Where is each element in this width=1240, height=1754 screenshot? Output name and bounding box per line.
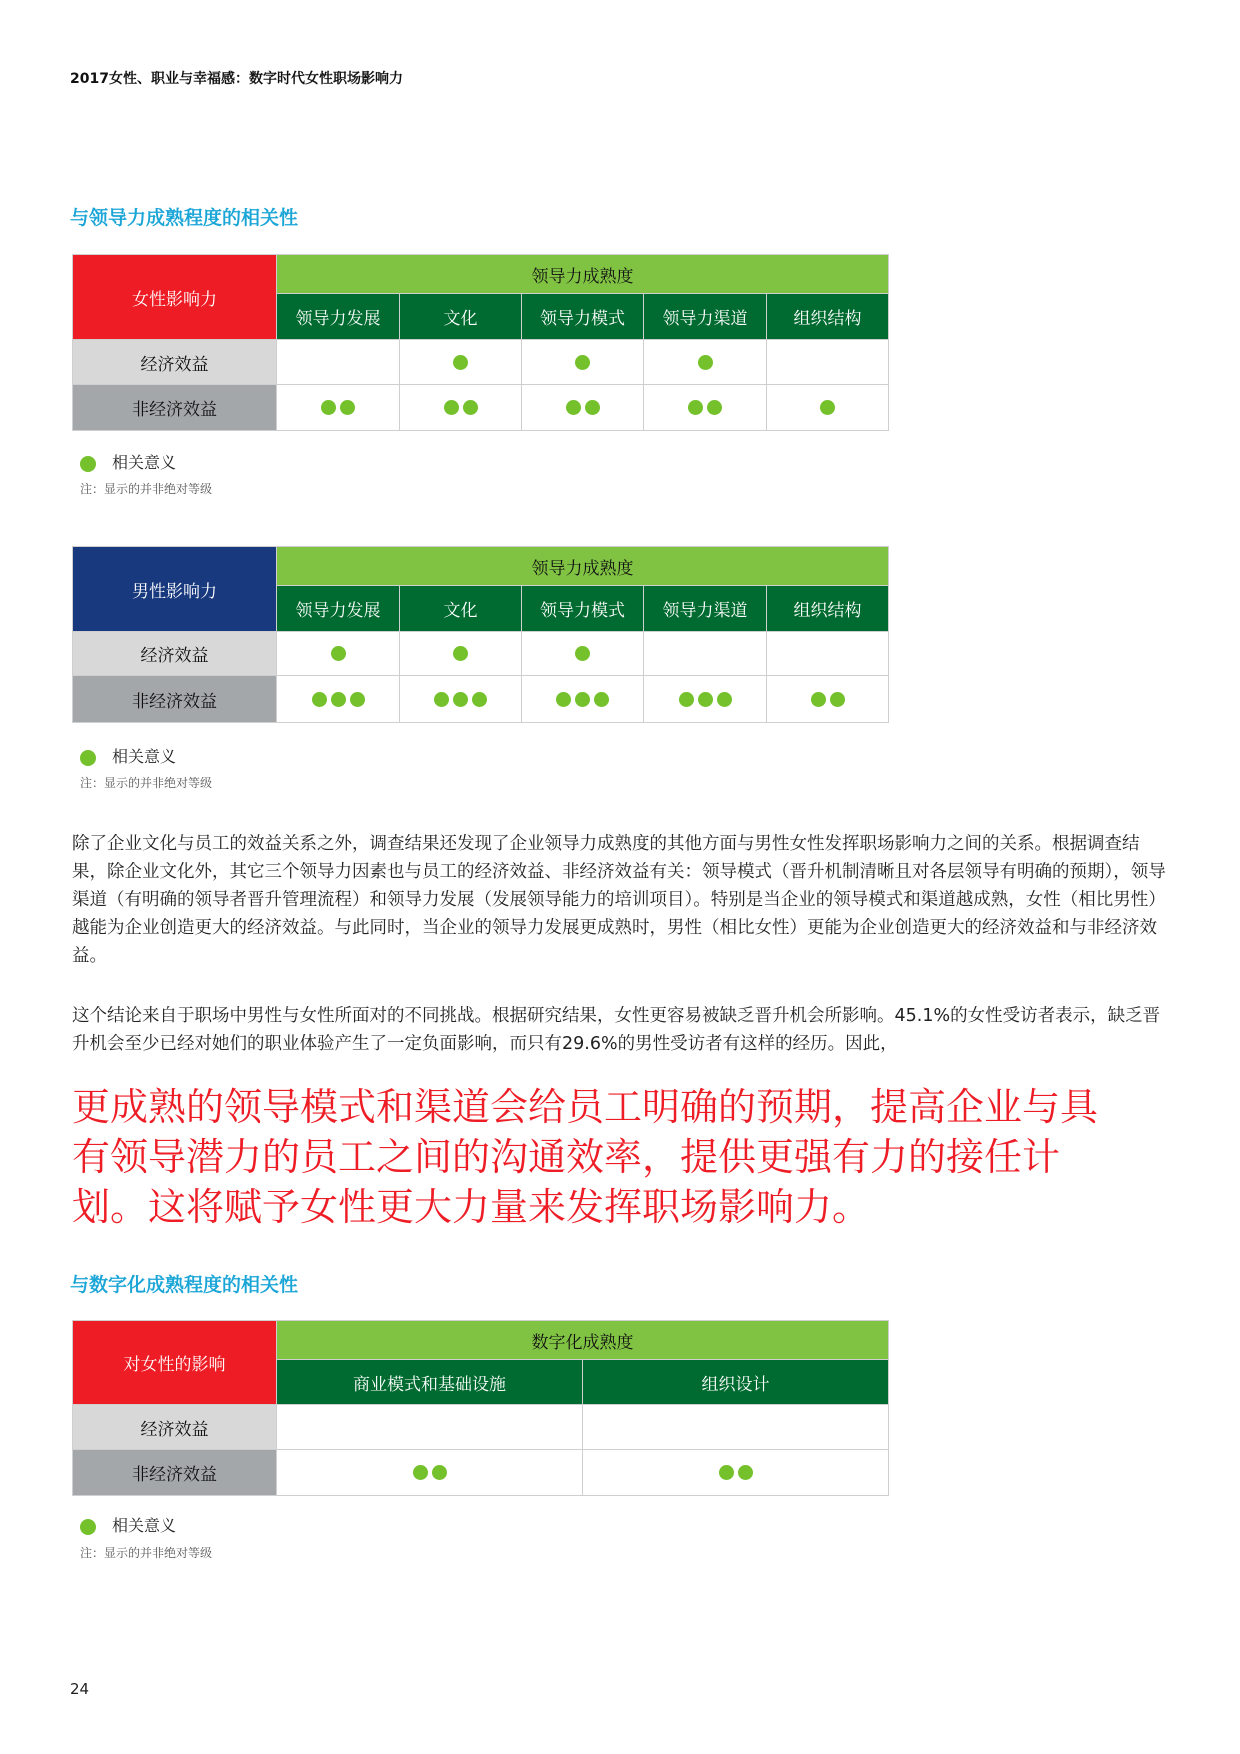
- column-header: 组织结构: [767, 586, 889, 632]
- section-title-digital: 与数字化成熟程度的相关性: [70, 1274, 299, 1296]
- table-row: [73, 1450, 889, 1496]
- legend: [80, 744, 176, 767]
- column-header: 领导力发展: [277, 586, 400, 632]
- table-row: [73, 676, 889, 723]
- dot-cell: [767, 676, 889, 723]
- dot-cell: [277, 340, 400, 385]
- significance-dot-icon: [575, 646, 590, 661]
- document-header-title: 2017女性、职业与幸福感：数字时代女性职场影响力: [70, 71, 403, 87]
- digital-maturity-table: [72, 1320, 889, 1496]
- page-number: 24: [70, 1680, 90, 1698]
- row-label: 非经济效益: [73, 385, 277, 431]
- table-row: [73, 385, 889, 431]
- legend-note: 注：显示的并非绝对等级: [80, 482, 213, 496]
- dot-cell: [644, 340, 767, 385]
- row-label: 非经济效益: [73, 1450, 277, 1496]
- significance-dot-icon: [688, 400, 703, 415]
- significance-dot-icon: [453, 355, 468, 370]
- dot-cell: [522, 340, 644, 385]
- significance-dot-icon: [453, 692, 468, 707]
- column-header: 组织结构: [767, 294, 889, 340]
- legend: [80, 450, 176, 473]
- legend-label: 相关意义: [112, 747, 177, 766]
- dot-cell: [277, 1405, 583, 1450]
- significance-dot-icon: [80, 1519, 96, 1535]
- table-corner-label: 男性影响力: [73, 547, 277, 632]
- legend-label: 相关意义: [112, 453, 177, 472]
- significance-dot-icon: [340, 400, 355, 415]
- significance-dot-icon: [679, 692, 694, 707]
- column-header: 商业模式和基础设施: [277, 1360, 583, 1405]
- significance-dot-icon: [321, 400, 336, 415]
- significance-dot-icon: [413, 1465, 428, 1480]
- column-header: 领导力发展: [277, 294, 400, 340]
- legend-note: 注：显示的并非绝对等级: [80, 776, 213, 790]
- table-row: [73, 632, 889, 676]
- dot-cell: [400, 676, 522, 723]
- dot-cell: [767, 632, 889, 676]
- dot-cell: [522, 632, 644, 676]
- dot-cell: [583, 1450, 889, 1496]
- dot-cell: [583, 1405, 889, 1450]
- significance-dot-icon: [312, 692, 327, 707]
- significance-dot-icon: [472, 692, 487, 707]
- dot-cell: [644, 676, 767, 723]
- dot-cell: [400, 385, 522, 431]
- significance-dot-icon: [463, 400, 478, 415]
- section-title-leadership: 与领导力成熟程度的相关性: [70, 207, 299, 229]
- significance-dot-icon: [80, 750, 96, 766]
- significance-dot-icon: [594, 692, 609, 707]
- significance-dot-icon: [575, 692, 590, 707]
- dot-cell: [277, 385, 400, 431]
- column-header: 领导力模式: [522, 586, 644, 632]
- significance-dot-icon: [432, 1465, 447, 1480]
- significance-dot-icon: [698, 692, 713, 707]
- pull-quote: 更成熟的领导模式和渠道会给员工明确的预期，提高企业与具有领导潜力的员工之间的沟通效率，提供更强有力的接任计划。这将赋予女性更大力量来发挥职场影响力。: [72, 1085, 1099, 1229]
- table-group-header: 领导力成熟度: [277, 255, 889, 294]
- table-corner-label: 女性影响力: [73, 255, 277, 340]
- legend-note: 注：显示的并非绝对等级: [80, 1546, 213, 1560]
- significance-dot-icon: [80, 456, 96, 472]
- dot-cell: [400, 632, 522, 676]
- significance-dot-icon: [717, 692, 732, 707]
- dot-cell: [644, 632, 767, 676]
- male-leadership-table: [72, 546, 889, 723]
- column-header: 组织设计: [583, 1360, 889, 1405]
- legend: [80, 1513, 176, 1536]
- column-header: 领导力渠道: [644, 294, 767, 340]
- dot-cell: [277, 676, 400, 723]
- significance-dot-icon: [811, 692, 826, 707]
- table-row: [73, 340, 889, 385]
- significance-dot-icon: [350, 692, 365, 707]
- dot-cell: [522, 676, 644, 723]
- row-label: 经济效益: [73, 340, 277, 385]
- significance-dot-icon: [566, 400, 581, 415]
- female-leadership-table: [72, 254, 889, 431]
- table-corner-label: 对女性的影响: [73, 1321, 277, 1405]
- column-header: 领导力渠道: [644, 586, 767, 632]
- significance-dot-icon: [707, 400, 722, 415]
- column-header: 文化: [400, 294, 522, 340]
- dot-cell: [277, 1450, 583, 1496]
- significance-dot-icon: [331, 646, 346, 661]
- dot-cell: [522, 385, 644, 431]
- significance-dot-icon: [453, 646, 468, 661]
- significance-dot-icon: [719, 1465, 734, 1480]
- significance-dot-icon: [698, 355, 713, 370]
- body-paragraph: 除了企业文化与员工的效益关系之外，调查结果还发现了企业领导力成熟度的其他方面与男性女性发挥职场影响力之间的关系。根据调查结果，除企业文化外，其它三个领导力因素也与员工的经济效益、非经济效益有关：领导模式（晋升机制清晰且对各层领导有明确的预期），领导渠道（有明确的领导者晋升管理流程）和领导力发展（发展领导能力的培训项目）。特别是当企业的领导模式和渠道越成熟，女性（相比男性）越能为企业创造更大的经济效益。与此同时，当企业的领导力发展更成熟时，男性（相比女性）更能为企业创造更大的经济效益和与非经济效益。: [72, 834, 1166, 966]
- significance-dot-icon: [434, 692, 449, 707]
- dot-cell: [644, 385, 767, 431]
- dot-cell: [277, 632, 400, 676]
- dot-cell: [400, 340, 522, 385]
- significance-dot-icon: [575, 355, 590, 370]
- table-group-header: 领导力成熟度: [277, 547, 889, 586]
- row-label: 非经济效益: [73, 676, 277, 723]
- legend-label: 相关意义: [112, 1516, 177, 1535]
- dot-cell: [767, 385, 889, 431]
- row-label: 经济效益: [73, 1405, 277, 1450]
- significance-dot-icon: [556, 692, 571, 707]
- significance-dot-icon: [444, 400, 459, 415]
- column-header: 文化: [400, 586, 522, 632]
- significance-dot-icon: [830, 692, 845, 707]
- dot-cell: [767, 340, 889, 385]
- significance-dot-icon: [820, 400, 835, 415]
- significance-dot-icon: [585, 400, 600, 415]
- table-group-header: 数字化成熟度: [277, 1321, 889, 1360]
- significance-dot-icon: [738, 1465, 753, 1480]
- column-header: 领导力模式: [522, 294, 644, 340]
- body-paragraph: 这个结论来自于职场中男性与女性所面对的不同挑战。根据研究结果，女性更容易被缺乏晋升机会所影响。45.1%的女性受访者表示，缺乏晋升机会至少已经对她们的职业体验产生了一定负面影响，而只有29.6%的男性受访者有这样的经历。因此，: [72, 1006, 1161, 1054]
- table-row: [73, 1405, 889, 1450]
- significance-dot-icon: [331, 692, 346, 707]
- row-label: 经济效益: [73, 632, 277, 676]
